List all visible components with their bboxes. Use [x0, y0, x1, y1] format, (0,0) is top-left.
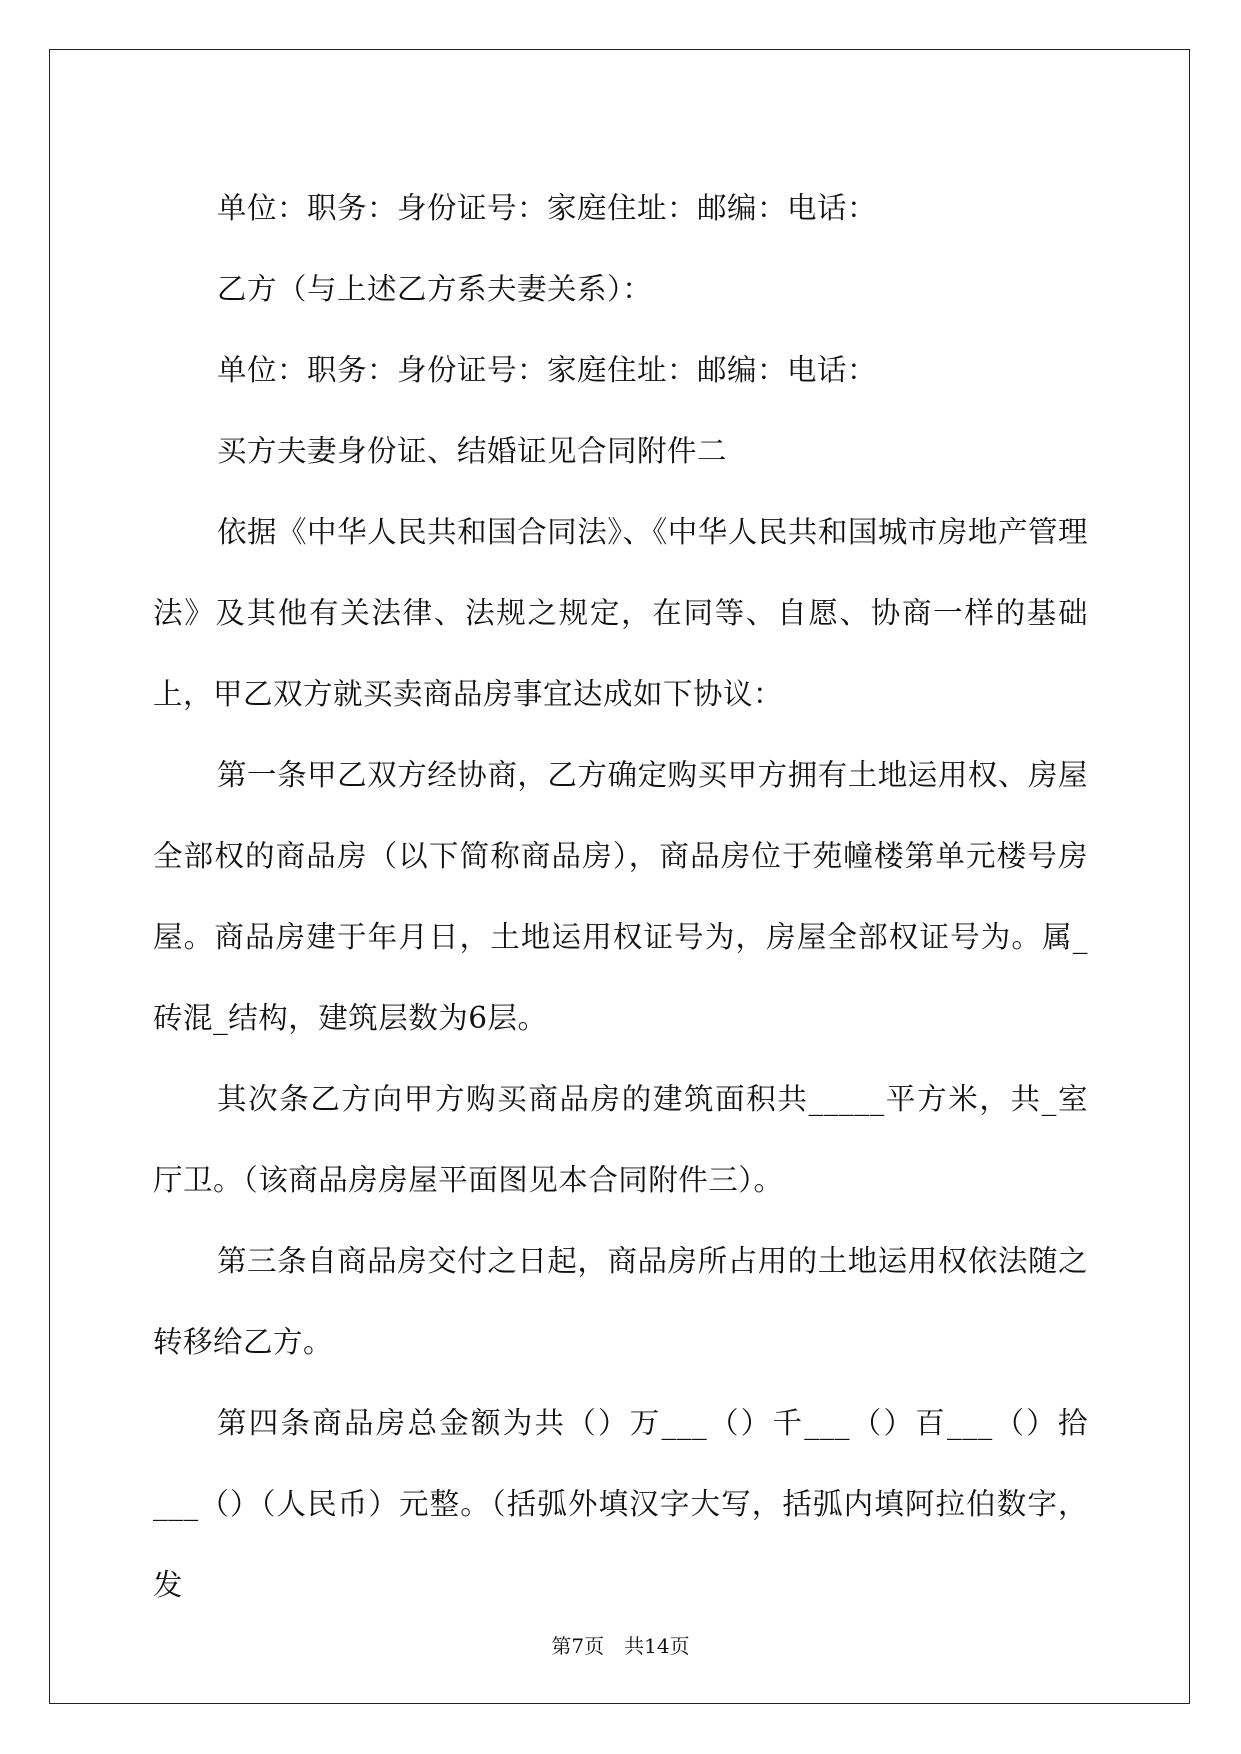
page-number: 第7页 共14页: [551, 1634, 690, 1658]
paragraph-8: 第三条自商品房交付之日起，商品房所占用的土地运用权依法随之转移给乙方。: [153, 1244, 1088, 1359]
paragraph-6: 第一条甲乙双方经协商，乙方确定购买甲方拥有土地运用权、房屋全部权的商品房（以下简称商品房），商品房位于苑幢楼第单元楼号房屋。商品房建于年月日，土地运用权证号为，房屋全部权证号为。属_砖混_结构，建筑层数为6层。: [153, 758, 1088, 1035]
paragraph-7: 其次条乙方向甲方购买商品房的建筑面积共_____平方米，共_室厅卫。（该商品房房屋平面图见本合同附件三）。: [153, 1082, 1088, 1197]
paragraph-4: 买方夫妻身份证、结婚证见合同附件二: [217, 434, 728, 468]
paragraph-1: 单位：职务：身份证号：家庭住址：邮编：电话：: [217, 191, 878, 225]
paragraph-3: 单位：职务：身份证号：家庭住址：邮编：电话：: [217, 353, 878, 387]
page-footer: [0, 1630, 1241, 1659]
paragraph-9: 第四条商品房总金额为共（）万___（）千___（）百___（）拾___（）（人民币）元整。（括弧外填汉字大写，括弧内填阿拉伯数字，发: [153, 1406, 1088, 1602]
paragraph-2: 乙方（与上述乙方系夫妻关系）：: [217, 272, 653, 306]
paragraph-5: 依据《中华人民共和国合同法》、《中华人民共和国城市房地产管理法》及其他有关法律、法规之规定，在同等、自愿、协商一样的基础上，甲乙双方就买卖商品房事宜达成如下协议：: [153, 515, 1088, 711]
document-body: [153, 168, 1088, 1626]
